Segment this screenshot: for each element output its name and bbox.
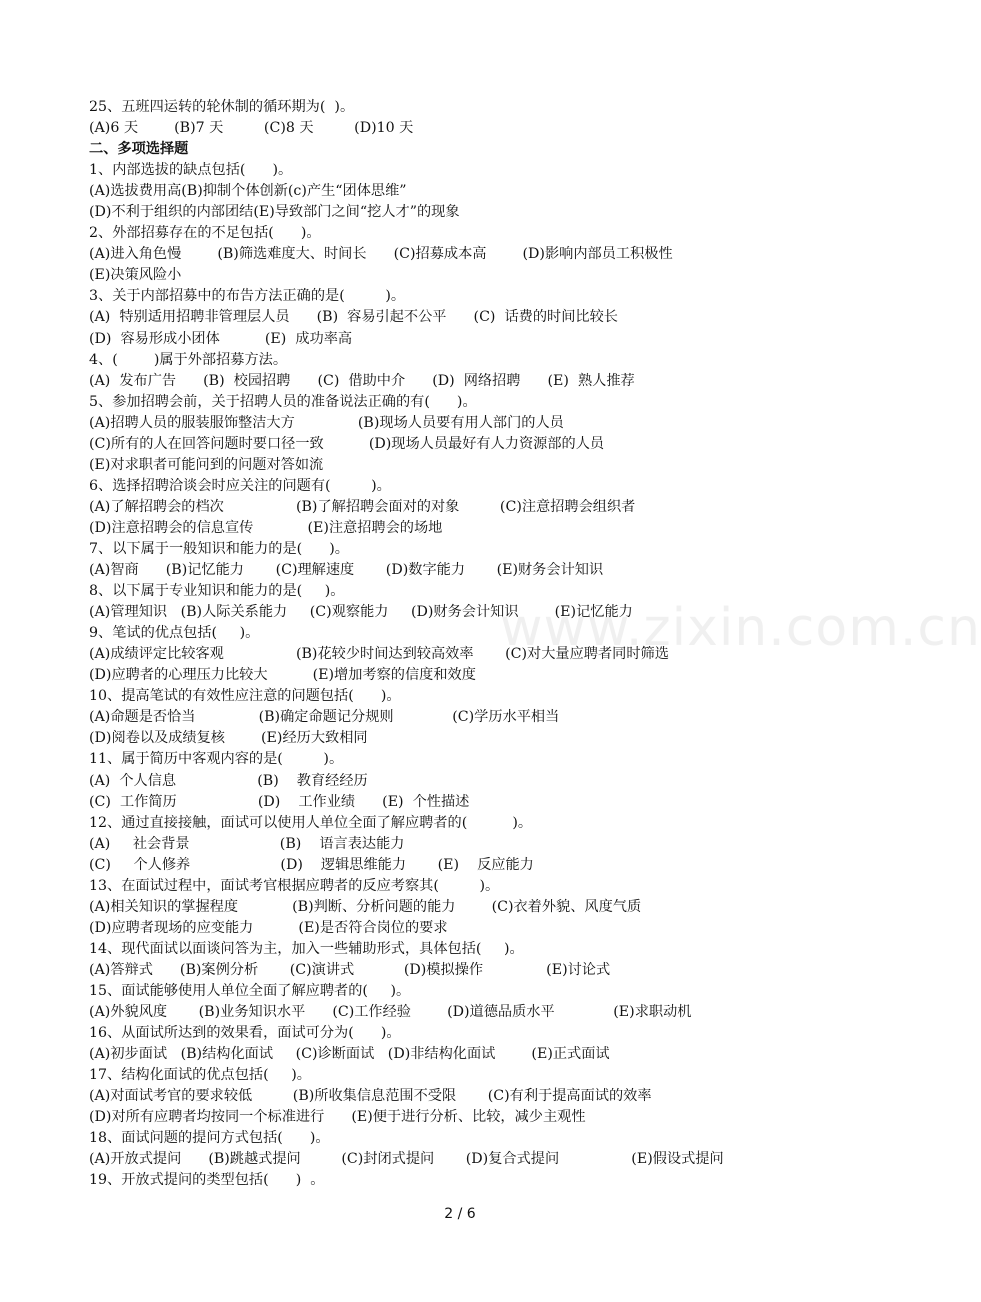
text-line: (A)开放式提问 (B)跳越式提问 (C)封闭式提问 (D)复合式提问 (E)假设式提问 [89, 1151, 724, 1168]
text-line: 17、结构化面试的优点包括( )。 [89, 1067, 311, 1084]
text-line: (D)应聘者的心理压力比较大 (E)增加考察的信度和效度 [89, 667, 476, 684]
document-body [89, 97, 829, 1191]
text-line: (D)应聘者现场的应变能力 (E)是否符合岗位的要求 [89, 919, 448, 936]
text-line: (D) 容易形成小团体 (E) 成功率高 [89, 330, 353, 347]
text-line: (A)6 天 (B)7 天 (C)8 天 (D)10 天 [89, 120, 414, 137]
text-line: 5、参加招聘会前，关于招聘人员的准备说法正确的有( )。 [89, 393, 477, 410]
text-line: 2、外部招募存在的不足包括( )。 [89, 225, 321, 242]
text-line: (A)选拔费用高(B)抑制个体创新(c)产生“团体思维” [89, 183, 407, 200]
text-line: (E)对求职者可能问到的问题对答如流 [89, 456, 324, 473]
section-heading: 二、多项选择题 [89, 141, 189, 158]
text-line: (C) 个人修养 (D) 逻辑思维能力 (E) 反应能力 [89, 856, 534, 873]
text-line: (A)命题是否恰当 (B)确定命题记分规则 (C)学历水平相当 [89, 709, 560, 726]
text-line: (A) 特别适用招聘非管理层人员 (B) 容易引起不公平 (C) 话费的时间比较长 [89, 309, 618, 326]
page-number: 2 / 6 [444, 1206, 476, 1222]
text-line: 7、以下属于一般知识和能力的是( )。 [89, 540, 349, 557]
text-line: 9、笔试的优点包括( )。 [89, 625, 260, 642]
text-line: (A)初步面试 (B)结构化面试 (C)诊断面试 (D)非结构化面试 (E)正式面试 [89, 1046, 610, 1063]
watermark: www.zixin.com.cn [500, 598, 981, 658]
text-line: (D)对所有应聘者均按同一个标准进行 (E)便于进行分析、比较，减少主观性 [89, 1109, 586, 1126]
text-line: (A)管理知识 (B)人际关系能力 (C)观察能力 (D)财务会计知识 (E)记忆能力 [89, 604, 633, 621]
text-line: (A)进入角色慢 (B)筛选难度大、时间长 (C)招募成本高 (D)影响内部员工积极性 [89, 246, 673, 263]
text-line: (A)对面试考官的要求较低 (B)所收集信息范围不受限 (C)有利于提高面试的效率 [89, 1088, 652, 1105]
text-line: (A)相关知识的掌握程度 (B)判断、分析问题的能力 (C)衣着外貌、风度气质 [89, 898, 642, 915]
text-line: 4、( )属于外部招募方法。 [89, 351, 288, 368]
text-line: (A)招聘人员的服装服饰整洁大方 (B)现场人员要有用人部门的人员 [89, 414, 564, 431]
text-line: (A)了解招聘会的档次 (B)了解招聘会面对的对象 (C)注意招聘会组织者 [89, 498, 636, 515]
text-line: (A) 个人信息 (B) 教育经经历 [89, 772, 368, 789]
text-line: 13、在面试过程中，面试考官根据应聘者的反应考察其( )。 [89, 877, 500, 894]
text-line: 18、面试问题的提问方式包括( )。 [89, 1130, 330, 1147]
text-line: 1、内部选拔的缺点包括( )。 [89, 162, 293, 179]
text-line: 11、属于简历中客观内容的是( )。 [89, 751, 344, 768]
text-line: (A)智商 (B)记忆能力 (C)理解速度 (D)数字能力 (E)财务会计知识 [89, 562, 604, 579]
text-line: (D)注意招聘会的信息宣传 (E)注意招聘会的场地 [89, 519, 443, 536]
text-line: (C)所有的人在回答问题时要口径一致 (D)现场人员最好有人力资源部的人员 [89, 435, 605, 452]
text-line: (A)外貌风度 (B)业务知识水平 (C)工作经验 (D)道德品质水平 (E)求职动机 [89, 1004, 692, 1021]
text-line: 8、以下属于专业知识和能力的是( )。 [89, 583, 345, 600]
text-line: (D)不利于组织的内部团结(E)导致部门之间“挖人才”的现象 [89, 204, 460, 221]
text-line: 6、选择招聘洽谈会时应关注的问题有( )。 [89, 477, 391, 494]
text-line: 12、通过直接接触，面试可以使用人单位全面了解应聘者的( )。 [89, 814, 533, 831]
text-line: (A) 社会背景 (B) 语言表达能力 [89, 835, 405, 852]
text-line: (D)阅卷以及成绩复核 (E)经历大致相同 [89, 730, 368, 747]
text-line: 16、从面试所达到的效果看，面试可分为( )。 [89, 1025, 401, 1042]
text-line: (C) 工作简历 (D) 工作业绩 (E) 个性描述 [89, 793, 470, 810]
text-line: 19、开放式提问的类型包括( ) 。 [89, 1172, 325, 1189]
text-line: 10、提高笔试的有效性应注意的问题包括( )。 [89, 688, 401, 705]
text-line: 14、现代面试以面谈问答为主，加入一些辅助形式，具体包括( )。 [89, 940, 524, 957]
text-line: 3、关于内部招募中的布告方法正确的是( )。 [89, 288, 406, 305]
text-line: (A)成绩评定比较客观 (B)花较少时间达到较高效率 (C)对大量应聘者同时筛选 [89, 646, 669, 663]
text-line: (A) 发布广告 (B) 校园招聘 (C) 借助中介 (D) 网络招聘 (E) 熟人推荐 [89, 372, 635, 389]
text-line: (A)答辩式 (B)案例分析 (C)演讲式 (D)模拟操作 (E)讨论式 [89, 961, 611, 978]
text-line: 15、面试能够使用人单位全面了解应聘者的( )。 [89, 982, 411, 999]
text-line: (E)决策风险小 [89, 267, 182, 284]
text-line: 25、五班四运转的轮休制的循环期为( )。 [89, 99, 355, 115]
